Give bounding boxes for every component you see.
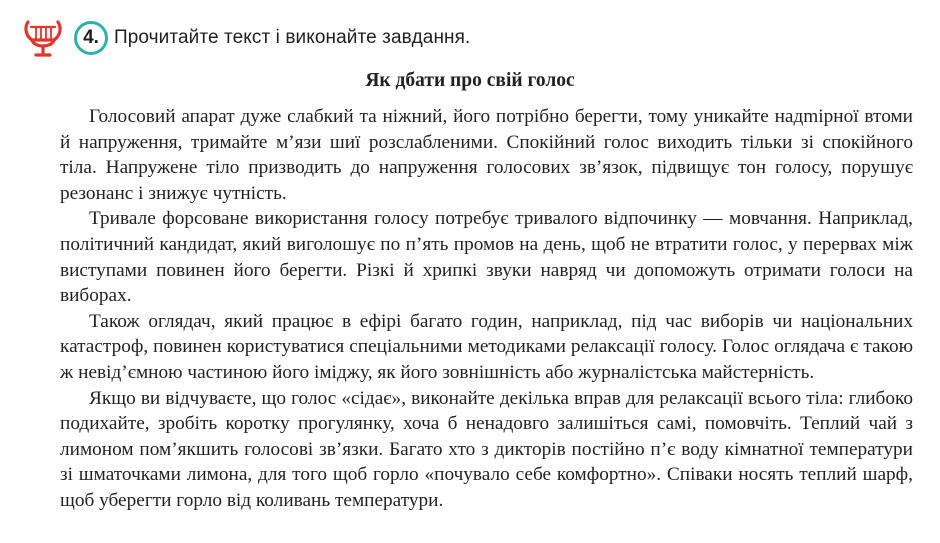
lyre-icon [22, 18, 64, 58]
article-title: Як дбати про свій голос [365, 70, 575, 91]
article-paragraph-3: Також оглядач, який працює в ефірі багато годин, наприклад, під час виборів чи національних катастроф, повинен користуватися спеціальними методиками релаксації голосу. Голос оглядача є такою ж невід’ємною частиною його іміджу, як його зовнішність або журналістська майстерність. [60, 310, 913, 383]
article-paragraph-2: Тривале форсоване використання голосу потребує тривалого відпочинку — мовчання. Наприклад, політичний кандидат, який виголошує по п’ять промов на день, щоб не втратити голос, у перервах між виступами повинен його берегти. Різкі й хрипкі звуки навряд чи допоможуть отримати голоси на виборах. [60, 208, 913, 307]
task-instruction: Прочитайте текст і виконайте завдання. [114, 27, 471, 48]
task-number: 4. [83, 27, 99, 48]
article-paragraph-4: Якщо ви відчуваєте, що голос «сідає», виконайте декілька вправ для релаксації всього тіла: глибоко подихайте, зробіть коротку прогулянку, хоча б ненадовго залишіться самі, помовчіть. Теплий чай з лимоном пом’якшить голосові зв’язки. Багато хто з дикторів постійно п’є воду кімнатної температури зі шматочками лимона, для того щоб горло «почувало себе комфортно». Співаки носять теплий шарф, щоб уберегти горло від коливань температури. [60, 387, 913, 511]
article-body [60, 104, 913, 514]
task-number-badge [74, 21, 108, 55]
task-header [22, 18, 470, 58]
article-paragraph-1: Голосовий апарат дуже слабкий та ніжний, його потрібно берегти, тому уникайте надmірної втоми й напруження, тримайте м’язи шиї розслабленими. Спокійний голос виходить тільки зі спокійного тіла. Напружене тіло призводить до напруження голосових зв’язок, підвищує тон голосу, порушує резонанс і знижує чутність. [60, 106, 913, 204]
